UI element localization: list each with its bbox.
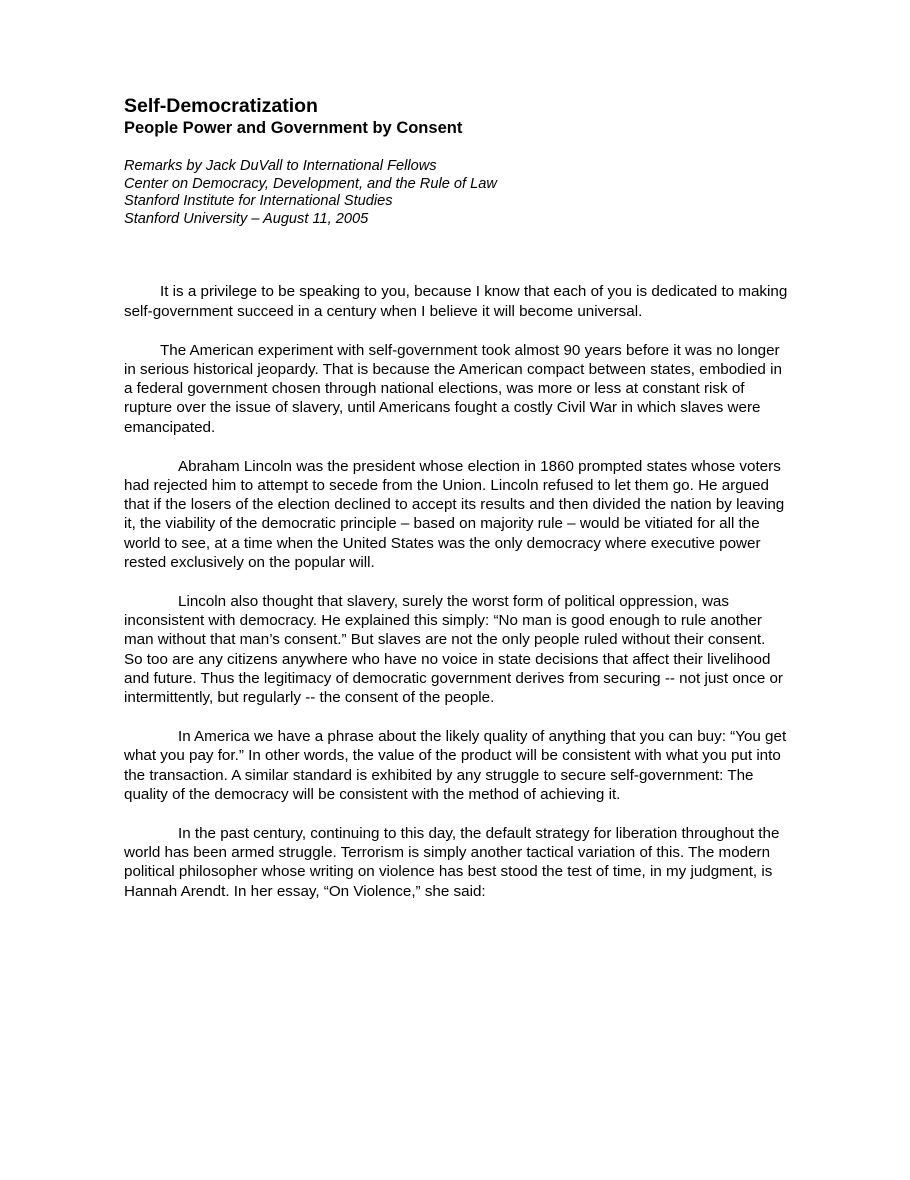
remarks-line-date: Stanford University – August 11, 2005 [124, 210, 369, 227]
paragraph-4: Lincoln also thought that slavery, surely the worst form of political oppression, was inconsistent with democracy. He explained this simply: “No man is good enough to rule another man without that man’s consent.” But slaves are not the only people ruled without their consent. So too are any citizens anywhere who have no voice in state decisions that affect their livelihood and future. Thus the legitimacy of democratic government derives from securing -- not just once or intermittently, but regularly -- the consent of the people. [124, 593, 783, 707]
document-title: Self-Democratization [124, 95, 318, 117]
remarks-block [124, 158, 788, 228]
paragraph-6: In the past century, continuing to this day, the default strategy for liberation throughout the world has been armed struggle. Terrorism is simply another tactical variation of this. The modern political philosopher whose writing on violence has best stood the test of time, in my judgment, is Hannah Arendt. In her essay, “On Violence,” she said: [124, 825, 780, 900]
paragraph-1: It is a privilege to be speaking to you, because I know that each of you is dedicated to making self-government succeed in a century when I believe it will become universal. [124, 283, 788, 320]
paragraph-3: Abraham Lincoln was the president whose election in 1860 prompted states whose voters had rejected him to attempt to secede from the Union. Lincoln refused to let them go. He argued that if the losers of the election declined to accept its results and then divided the nation by leaving it, the viability of the democratic principle – based on majority rule – would be vitiated for all the world to see, at a time when the United States was the only democracy where executive power rested exclusively on the popular will. [124, 457, 785, 571]
document-body [124, 282, 788, 900]
paragraph-5: In America we have a phrase about the likely quality of anything that you can buy: “You get what you pay for.” In other words, the value of the product will be consistent with what you put into the transaction. A similar standard is exhibited by any struggle to secure self-government: The quality of the democracy will be consistent with the method of achieving it. [124, 728, 787, 803]
remarks-line-center: Center on Democracy, Development, and the Rule of Law [124, 175, 497, 192]
document-subtitle: People Power and Government by Consent [124, 119, 463, 137]
remarks-line-institute: Stanford Institute for International Studies [124, 193, 393, 210]
paragraph-2: The American experiment with self-government took almost 90 years before it was no longer in serious historical jeopardy. That is because the American compact between states, embodied in a federal government chosen through national elections, was more or less at constant risk of rupture over the issue of slavery, until Americans fought a costly Civil War in which slaves were emancipated. [124, 341, 782, 436]
remarks-line-speaker: Remarks by Jack DuVall to International Fellows [124, 158, 437, 174]
document-page [124, 95, 788, 921]
